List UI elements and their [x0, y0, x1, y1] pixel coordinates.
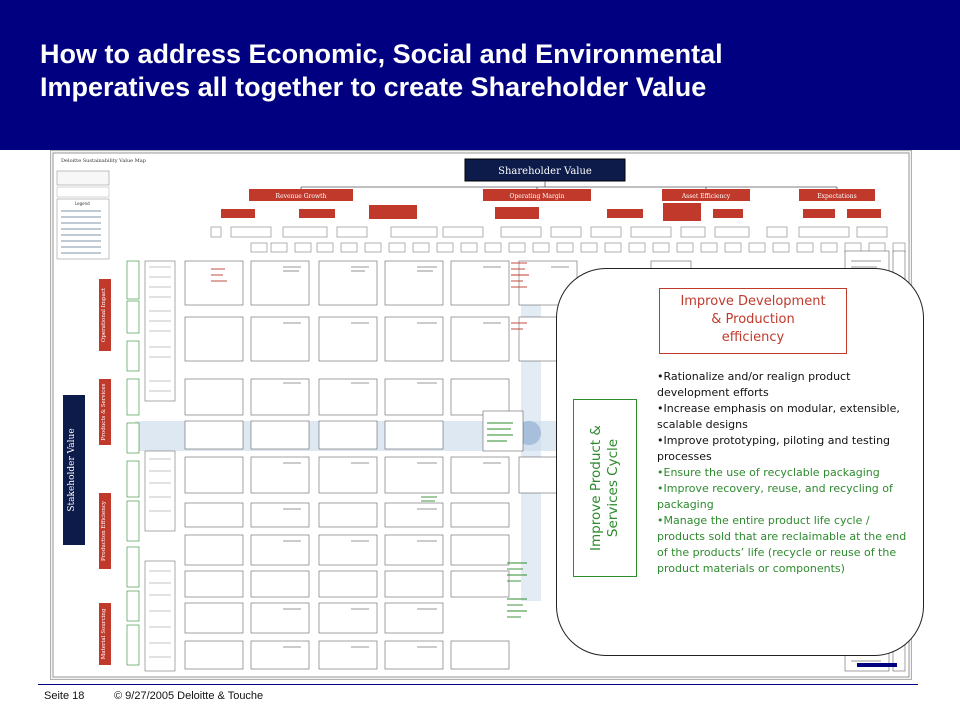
- improve-product-cycle-box: [573, 399, 637, 577]
- bullet-modular-designs: • Increase emphasis on modular, extensible, scalable designs: [657, 401, 907, 433]
- bullet-prototyping: • Improve prototyping, piloting and testing processes: [657, 433, 907, 465]
- cycle-line-1: Improve Product &: [588, 425, 604, 551]
- heading-line-3: efficiency: [721, 330, 785, 345]
- category-production-efficiency: Production Efficiency: [101, 501, 107, 561]
- stakeholder-value-label: Stakeholder Value: [67, 428, 77, 512]
- legend: [57, 171, 109, 259]
- category-operational-impact: Operational Impact: [101, 287, 107, 343]
- bullet-rationalize: • Rationalize and/or realign product development efforts: [657, 369, 907, 401]
- category-products-services: Products & Services: [101, 383, 107, 441]
- legend-title: Legend: [75, 201, 90, 206]
- shareholder-value-label: Shareholder Value: [498, 166, 592, 177]
- driver-operating-margin: Operating Margin: [509, 193, 565, 200]
- title-line-1: How to address Economic, Social and Environmental: [40, 39, 723, 69]
- page-number: Seite 18: [44, 690, 85, 702]
- slide-title: [40, 38, 920, 104]
- bullet-recyclable-packaging: • Ensure the use of recyclable packaging: [657, 465, 907, 481]
- bullet-product-life-cycle: • Manage the entire product life cycle / products sold that are reclaimable at the end of the products’ life (recycle or reuse of the product materials or components): [657, 513, 907, 577]
- initiative-bullets: [657, 369, 907, 577]
- bullet-recovery-reuse: • Improve recovery, reuse, and recycling of packaging: [657, 481, 907, 513]
- callout-panel: [556, 268, 924, 656]
- heading-line-2: & Production: [711, 312, 795, 327]
- footer-divider: [38, 684, 918, 685]
- cycle-line-2: Services Cycle: [605, 438, 621, 538]
- driver-asset-efficiency: Asset Efficiency: [681, 193, 731, 200]
- title-banner: [0, 0, 960, 150]
- copyright-notice: © 9/27/2005 Deloitte & Touche: [114, 690, 264, 702]
- driver-revenue-growth: Revenue Growth: [275, 193, 327, 200]
- heading-line-1: Improve Development: [680, 294, 826, 309]
- driver-expectations: Expectations: [817, 193, 857, 200]
- improve-development-box: [659, 288, 847, 354]
- framework-title: Deloitte Sustainability Value Map: [61, 158, 146, 164]
- category-material-sourcing: Material Sourcing: [101, 608, 107, 660]
- title-line-2: Imperatives all together to create Shareholder Value: [40, 72, 707, 102]
- cycle-label: [588, 403, 622, 573]
